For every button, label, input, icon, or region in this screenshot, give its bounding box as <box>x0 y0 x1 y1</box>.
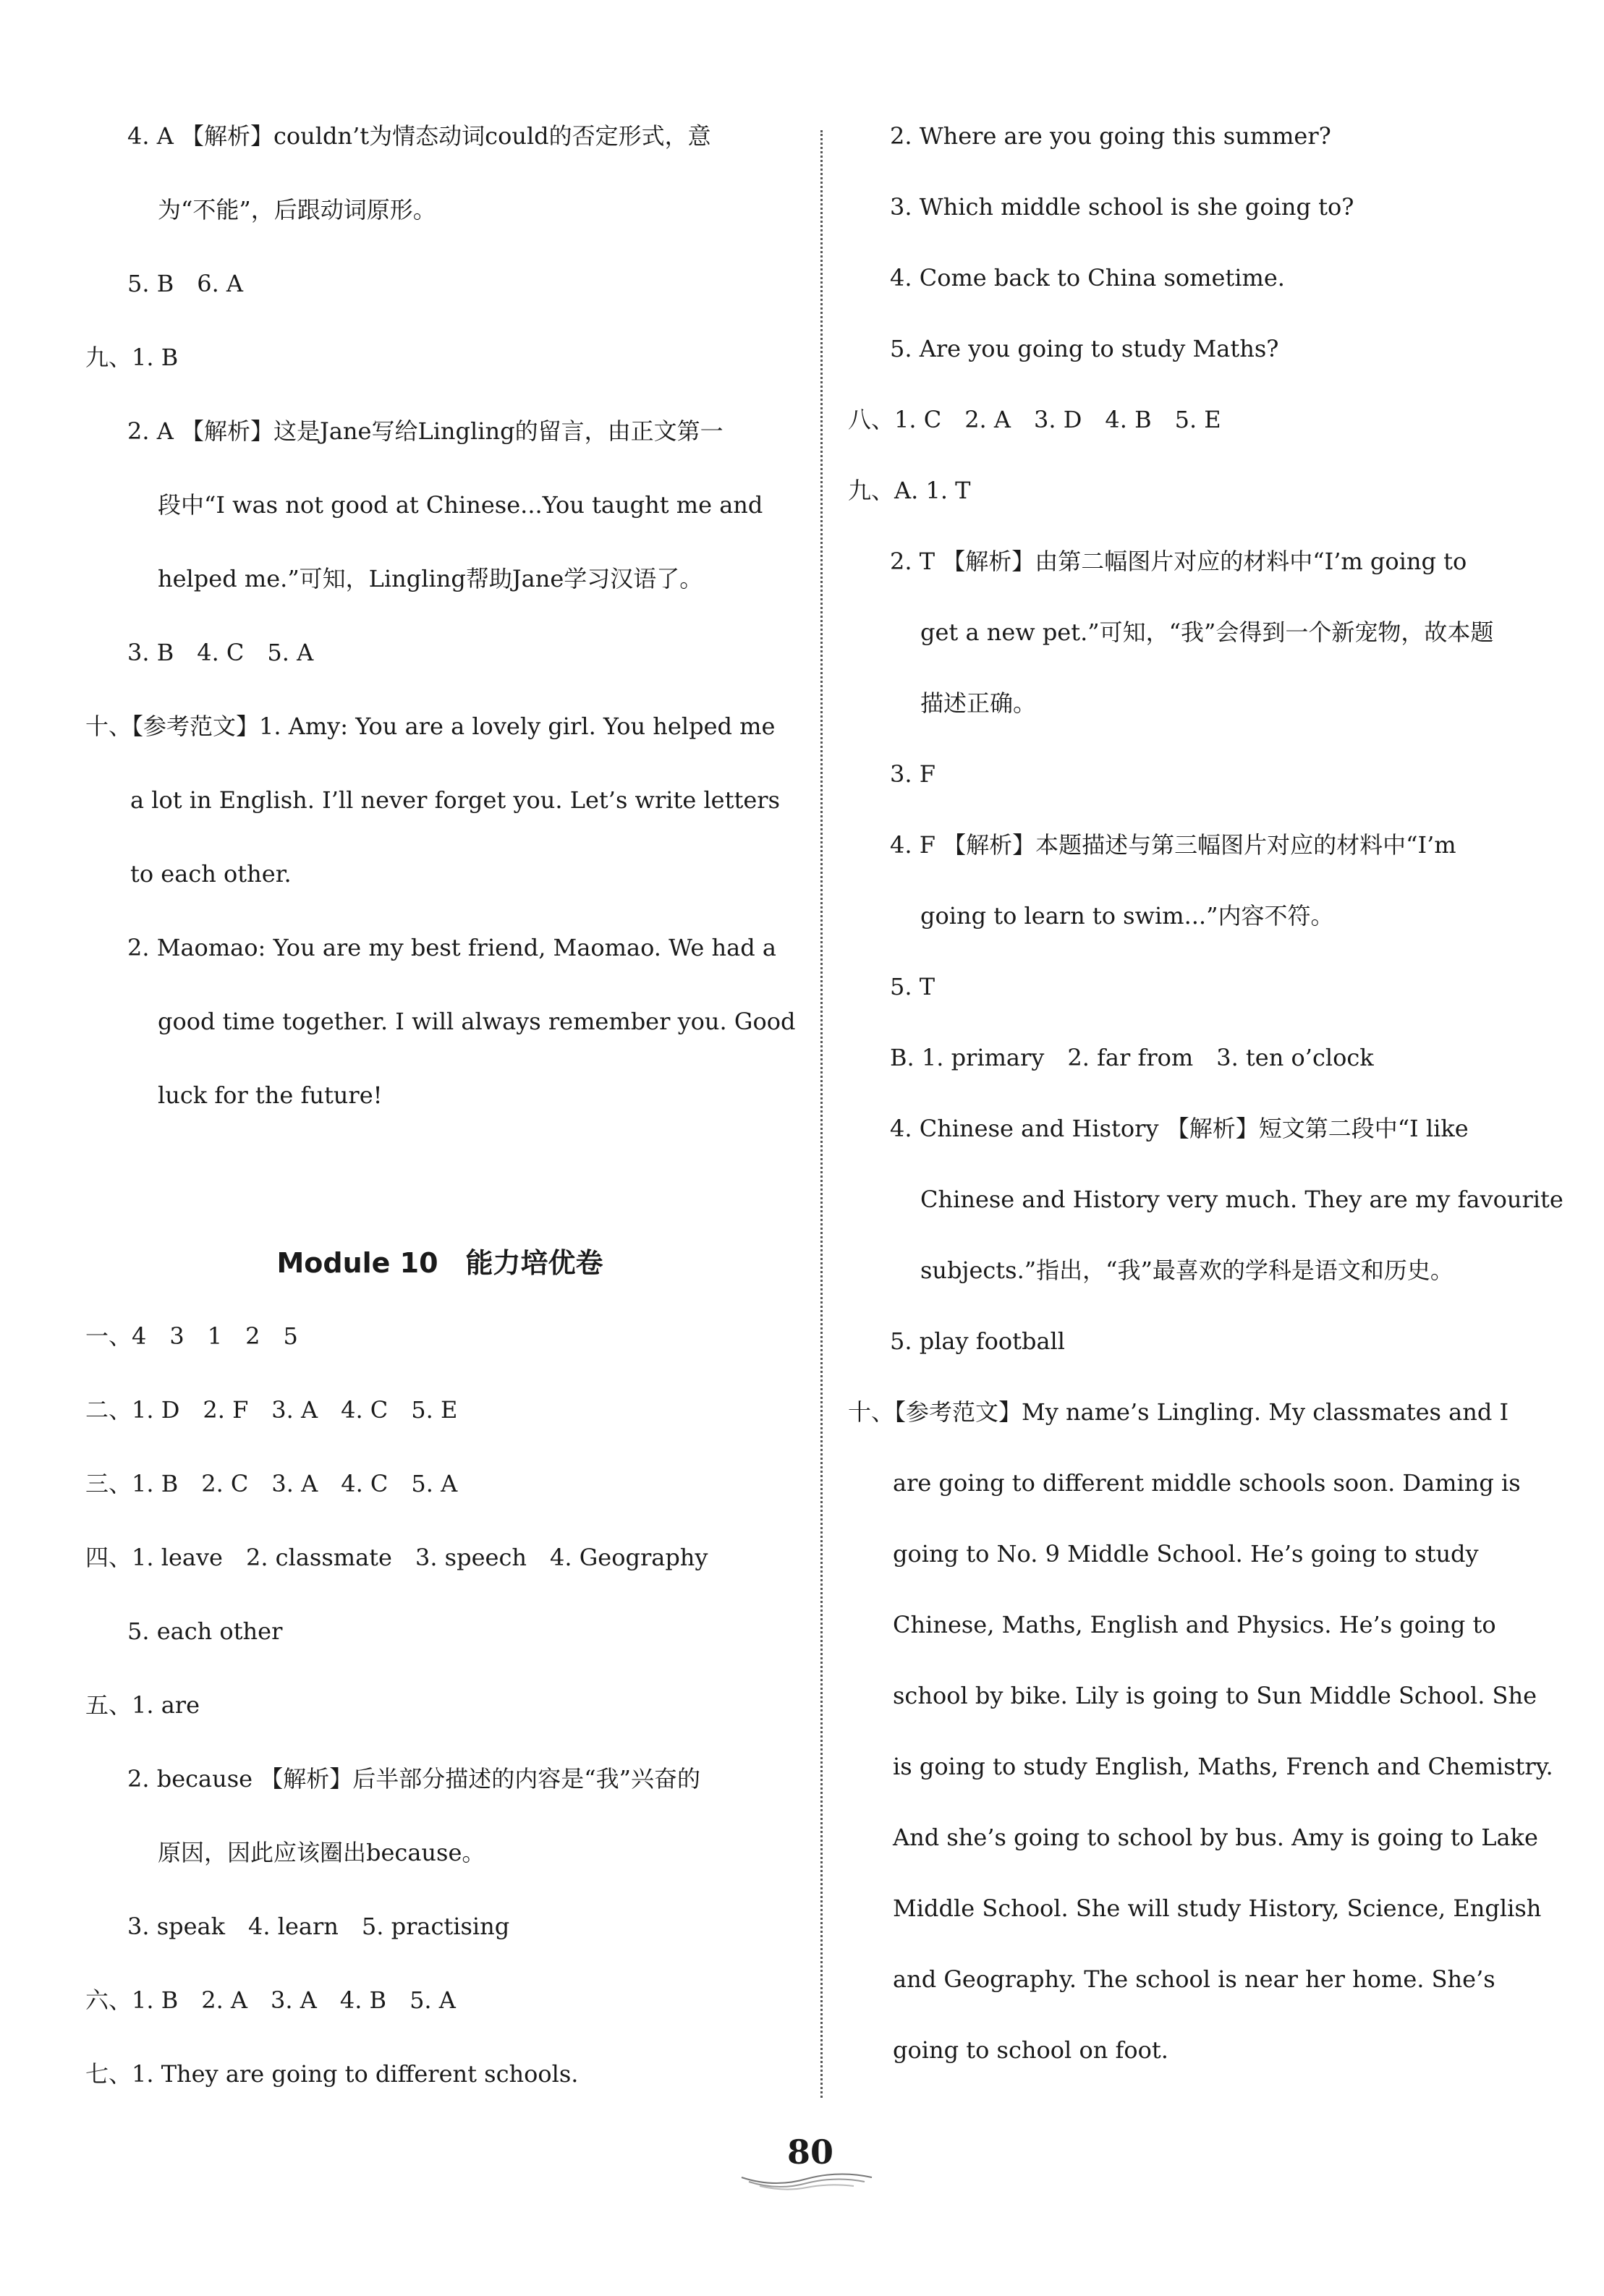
answer-line: 5. each other <box>127 1617 283 1645</box>
answer-line: 4. F 【解析】本题描述与第三幅图片对应的材料中“I’m <box>890 831 1456 859</box>
answer-line: good time together. I will always remember you. Good <box>158 1008 796 1035</box>
answer-line: 2. Maomao: You are my best friend, Maomao. We had a <box>127 934 776 961</box>
answer-line: going to school on foot. <box>893 2036 1168 2064</box>
answer-line: 2. A 【解析】这是Jane写给Lingling的留言，由正文第一 <box>127 417 724 445</box>
answer-line: 3. Which middle school is she going to? <box>890 193 1354 221</box>
answer-line: are going to different middle schools soon. Daming is <box>893 1469 1521 1497</box>
answer-line: And she’s going to school by bus. Amy is going to Lake <box>893 1824 1538 1851</box>
answer-line: Chinese, Maths, English and Physics. He’s going to <box>893 1611 1496 1638</box>
answer-line: 七、1. They are going to different schools. <box>85 2060 579 2088</box>
answer-line: 三、1. B 2. C 3. A 4. C 5. A <box>85 1470 458 1497</box>
answer-line: 3. B 4. C 5. A <box>127 639 314 666</box>
page-number: 80 <box>786 2133 833 2172</box>
answer-line: 4. A 【解析】couldn’t为情态动词could的否定形式，意 <box>127 122 711 150</box>
answer-line: 描述正确。 <box>920 689 1037 717</box>
answer-line: B. 1. primary 2. far from 3. ten o’clock <box>890 1044 1374 1071</box>
answer-line: 十、【参考范文】1. Amy: You are a lovely girl. You helped me <box>85 713 776 740</box>
answer-line: 十、【参考范文】My name’s Lingling. My classmates and I <box>848 1398 1509 1426</box>
answer-line: a lot in English. I’ll never forget you. Let’s write letters <box>130 786 780 814</box>
answer-line: 3. speak 4. learn 5. practising <box>127 1913 510 1940</box>
answer-line: 一、4 3 1 2 5 <box>85 1322 298 1350</box>
answer-line: school by bike. Lily is going to Sun Middle School. She <box>893 1682 1537 1709</box>
answer-line: 5. B 6. A <box>127 270 244 297</box>
answer-line: 二、1. D 2. F 3. A 4. C 5. E <box>85 1396 458 1424</box>
page-number-wave-ornament <box>738 2170 875 2192</box>
answer-line: 5. T <box>890 973 935 1000</box>
answer-line: 3. F <box>890 760 935 788</box>
answer-line: 原因，因此应该圈出because。 <box>158 1839 485 1866</box>
answer-line: 段中“I was not good at Chinese...You taught me and <box>158 491 763 519</box>
answer-line: luck for the future! <box>158 1081 383 1109</box>
answer-line: is going to study English, Maths, French and Chemistry. <box>893 1753 1553 1780</box>
answer-line: Middle School. She will study History, Science, English <box>893 1895 1542 1922</box>
answer-line: 为“不能”，后跟动词原形。 <box>158 196 436 224</box>
answer-line: 六、1. B 2. A 3. A 4. B 5. A <box>85 1986 456 2014</box>
answer-line: 5. Are you going to study Maths? <box>890 335 1279 362</box>
answer-line: subjects.”指出，“我”最喜欢的学科是语文和历史。 <box>920 1257 1454 1284</box>
answer-line: 4. Come back to China sometime. <box>890 264 1285 292</box>
answer-line: helped me.”可知，Lingling帮助Jane学习汉语了。 <box>158 565 703 592</box>
answer-line: get a new pet.”可知，“我”会得到一个新宠物，故本题 <box>920 618 1494 646</box>
answer-line: going to No. 9 Middle School. He’s going to study <box>893 1540 1479 1568</box>
column-divider <box>820 130 823 2098</box>
answer-line: to each other. <box>130 860 292 888</box>
answer-line: 九、A. 1. T <box>848 477 971 504</box>
answer-line: going to learn to swim...”内容不符。 <box>920 902 1334 930</box>
answer-line: and Geography. The school is near her home. She’s <box>893 1965 1495 1993</box>
module-title: Module 10 能力培优卷 <box>276 1247 603 1279</box>
answer-line: 2. Where are you going this summer? <box>890 122 1331 150</box>
answer-line: 4. Chinese and History 【解析】短文第二段中“I like <box>890 1115 1469 1142</box>
answer-line: 2. because 【解析】后半部分描述的内容是“我”兴奋的 <box>127 1765 700 1793</box>
answer-line: 九、1. B <box>85 344 179 371</box>
answer-line: 五、1. are <box>85 1691 200 1719</box>
answer-line: Chinese and History very much. They are my favourite <box>920 1186 1563 1213</box>
answer-line: 四、1. leave 2. classmate 3. speech 4. Geography <box>85 1544 708 1571</box>
answer-line: 5. play football <box>890 1327 1066 1355</box>
answer-line: 八、1. C 2. A 3. D 4. B 5. E <box>848 406 1221 433</box>
answer-line: 2. T 【解析】由第二幅图片对应的材料中“I’m going to <box>890 548 1467 575</box>
